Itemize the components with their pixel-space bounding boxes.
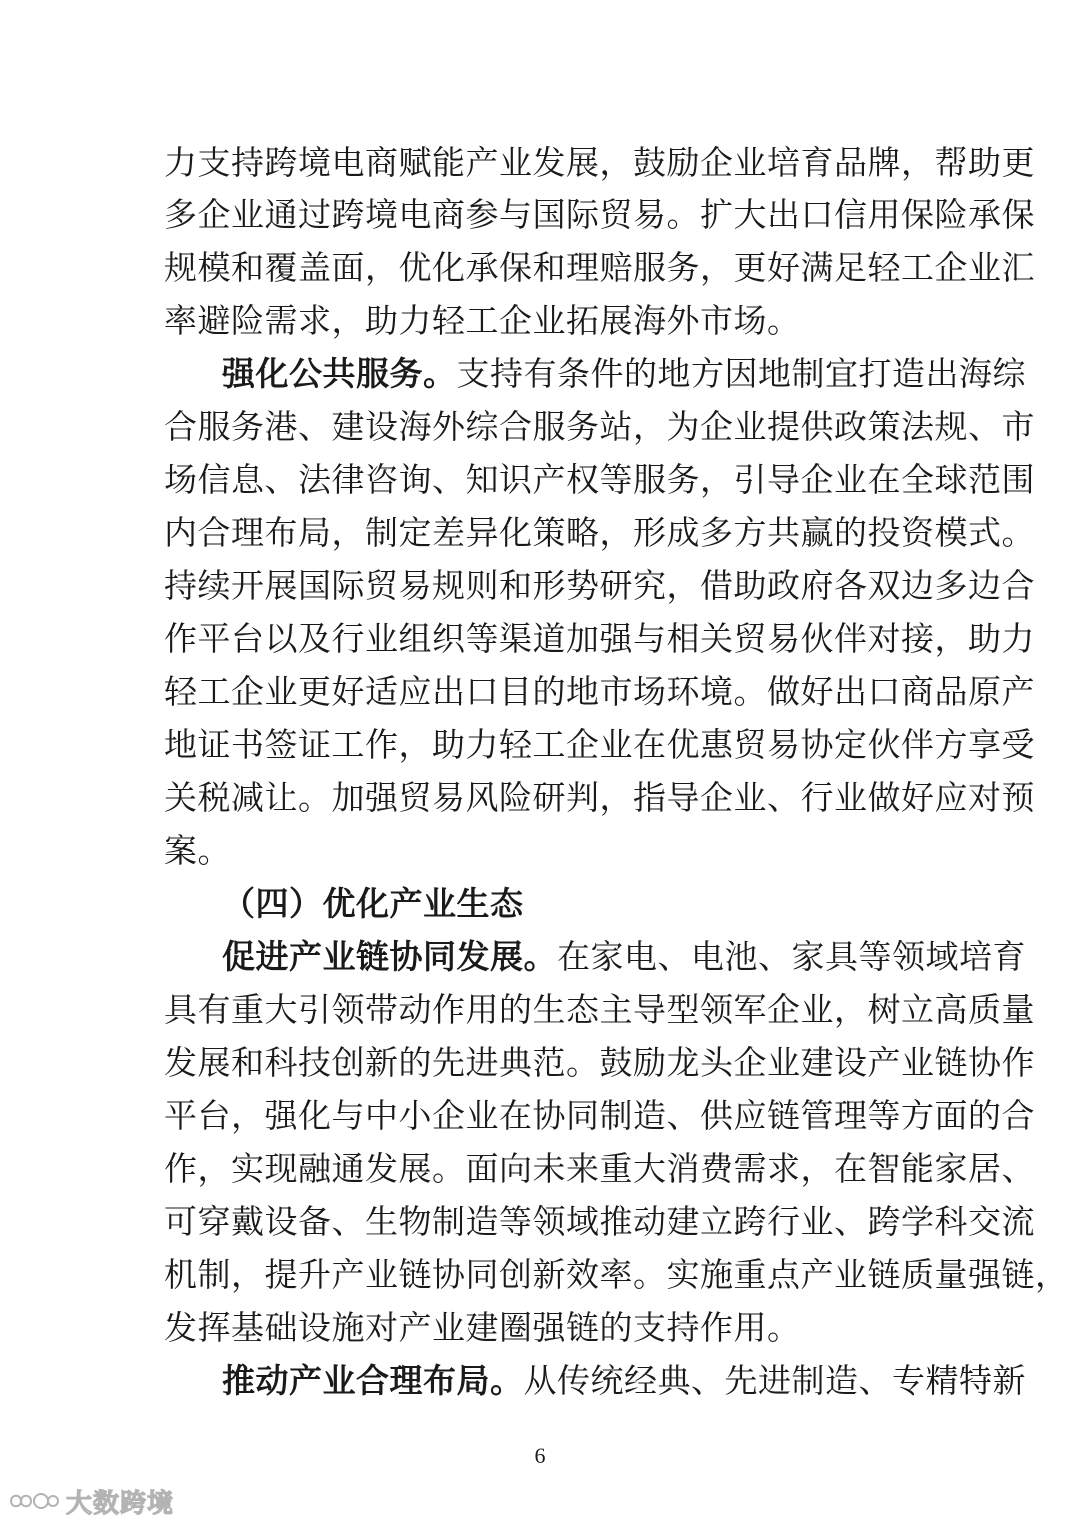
page-number: 6 xyxy=(534,1443,546,1468)
text-line: 平台，强化与中小企业在协同制造、供应链管理等方面的合 xyxy=(164,1096,1035,1135)
text-line: 力支持跨境电商赋能产业发展，鼓励企业培育品牌，帮助更 xyxy=(164,143,1035,182)
paragraph-heading-line: 强化公共服务。支持有条件的地方因地制宜打造出海综 xyxy=(222,354,1026,393)
text-line: 率避险需求，助力轻工企业拓展海外市场。 xyxy=(164,301,801,340)
text-line: 发展和科技创新的先进典范。鼓励龙头企业建设产业链协作 xyxy=(164,1043,1035,1082)
infinity-logo-icon xyxy=(8,1488,60,1514)
text-line: 作平台以及行业组织等渠道加强与相关贸易伙伴对接，助力 xyxy=(164,619,1035,658)
text-line: 关税减让。加强贸易风险研判，指导企业、行业做好应对预 xyxy=(164,778,1035,817)
watermark xyxy=(8,1483,174,1519)
text-line: 地证书签证工作，助力轻工企业在优惠贸易协定伙伴方享受 xyxy=(164,725,1035,764)
text-line: 内合理布局，制定差异化策略，形成多方共赢的投资模式。 xyxy=(164,513,1035,552)
text-line: 作，实现融通发展。面向未来重大消费需求，在智能家居、 xyxy=(164,1149,1035,1188)
text-line: 场信息、法律咨询、知识产权等服务，引导企业在全球范围 xyxy=(164,460,1035,499)
text-line: 轻工企业更好适应出口目的地市场环境。做好出口商品原产 xyxy=(164,672,1035,711)
paragraph-heading-line: 促进产业链协同发展。在家电、电池、家具等领域培育 xyxy=(222,937,1026,976)
text-line: 发挥基础设施对产业建圈强链的支持作用。 xyxy=(164,1308,801,1347)
paragraph-heading: 强化公共服务。 xyxy=(222,354,457,393)
text-line: 案。 xyxy=(164,831,231,870)
text-line: 具有重大引领带动作用的生态主导型领军企业，树立高质量 xyxy=(164,990,1035,1029)
text-line: 可穿戴设备、生物制造等领域推动建立跨行业、跨学科交流 xyxy=(164,1202,1035,1241)
text-line: 规模和覆盖面，优化承保和理赔服务，更好满足轻工企业汇 xyxy=(164,248,1035,287)
paragraph-heading: 促进产业链协同发展。 xyxy=(222,937,557,976)
text-line: 合服务港、建设海外综合服务站，为企业提供政策法规、市 xyxy=(164,407,1035,446)
paragraph-heading-line: 推动产业合理布局。从传统经典、先进制造、专精特新 xyxy=(222,1361,1026,1400)
text-line: 机制，提升产业链协同创新效率。实施重点产业链质量强链， xyxy=(164,1255,1069,1294)
text-line: 多企业通过跨境电商参与国际贸易。扩大出口信用保险承保 xyxy=(164,195,1035,234)
section-heading: （四）优化产业生态 xyxy=(222,884,524,923)
text-line: 持续开展国际贸易规则和形势研究，借助政府各双边多边合 xyxy=(164,566,1035,605)
paragraph-heading: 推动产业合理布局。 xyxy=(222,1361,524,1400)
watermark-text: 大数跨境 xyxy=(66,1488,175,1519)
